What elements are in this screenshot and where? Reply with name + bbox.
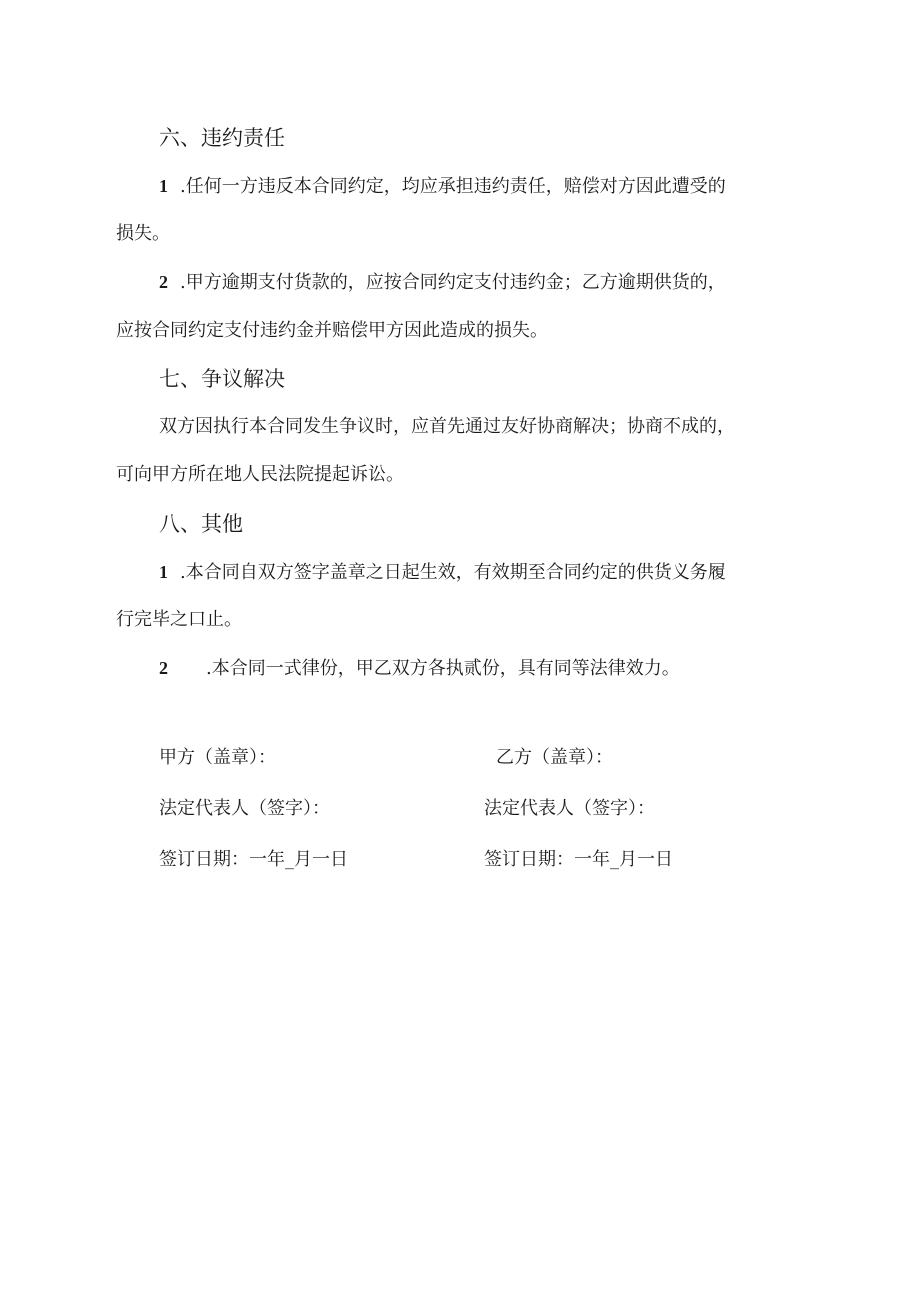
item-text: .甲方逾期支付货款的，应按合同约定支付违约金；乙方逾期供货的， xyxy=(180,272,726,293)
section-8-item-1-line-1 xyxy=(159,560,726,585)
section-8-item-1-line-2: 行完毕之口止。 xyxy=(116,609,242,630)
item-text: .本合同自双方签字盖章之日起生效，有效期至合同约定的供货义务履 xyxy=(180,562,726,583)
section-7-para-line-2: 可向甲方所在地人民法院提起诉讼。 xyxy=(116,464,404,485)
item-number: 1 xyxy=(159,562,168,582)
section-6-item-2-line-1 xyxy=(159,270,726,295)
section-6-item-1-line-1 xyxy=(159,174,726,199)
section-8-heading: 八、其他 xyxy=(159,512,243,536)
item-text: .任何一方违反本合同约定，均应承担违约责任，赔偿对方因此遭受的 xyxy=(180,176,726,197)
party-b-rep-label: 法定代表人（签字）： xyxy=(484,798,655,819)
party-b-seal-label: 乙方（盖章）： xyxy=(496,747,613,768)
party-a-rep-label: 法定代表人（签字）： xyxy=(159,798,330,819)
item-number: 2 xyxy=(159,658,168,678)
item-number: 1 xyxy=(159,176,168,196)
section-6-item-2-line-2: 应按合同约定支付违约金并赔偿甲方因此造成的损失。 xyxy=(116,320,548,341)
party-b-date-label: 签订日期：一年_月一日 xyxy=(484,849,673,870)
section-8-item-2 xyxy=(159,656,680,681)
section-6-heading: 六、违约责任 xyxy=(159,126,285,150)
party-a-date-label: 签订日期：一年_月一日 xyxy=(159,849,348,870)
section-7-heading: 七、争议解决 xyxy=(159,367,285,391)
party-a-seal-label: 甲方（盖章）： xyxy=(159,747,276,768)
section-7-para-line-1: 双方因执行本合同发生争议时，应首先通过友好协商解决；协商不成的， xyxy=(159,416,735,437)
item-text: .本合同一式律份，甲乙双方各执贰份，具有同等法律效力。 xyxy=(206,658,680,679)
item-number: 2 xyxy=(159,272,168,292)
section-6-item-1-line-2: 损失。 xyxy=(116,223,170,244)
